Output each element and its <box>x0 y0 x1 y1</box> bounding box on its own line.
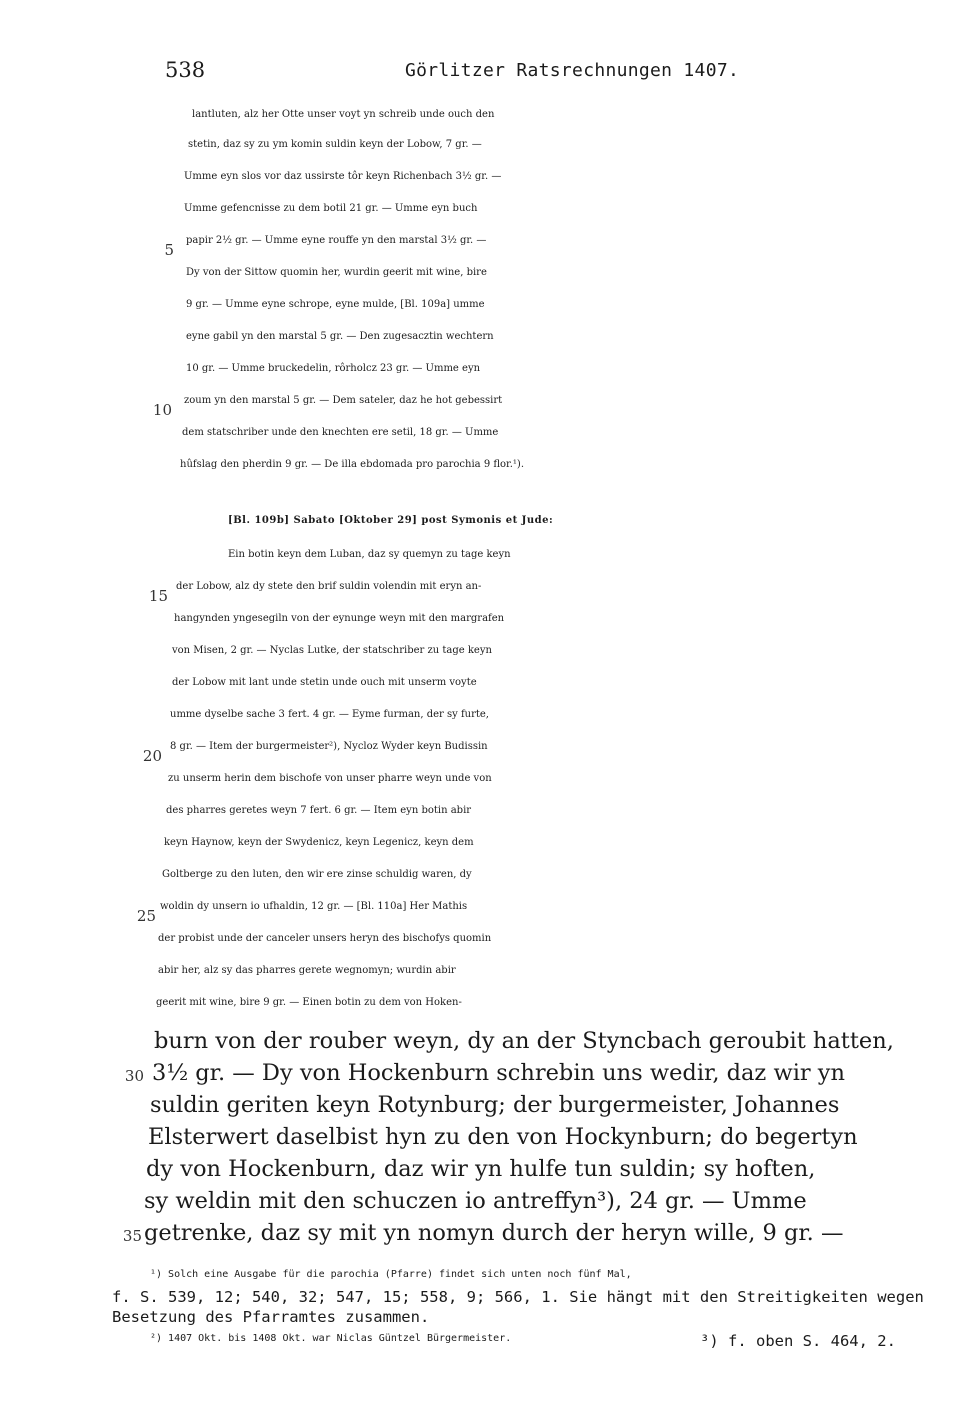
text-line: 3½ gr. — Dy von Hockenburn schrebin uns wedir, daz wir yn <box>152 1060 846 1086</box>
text-line: der Lobow, alz dy stete den brif suldin volendin mit eryn an- <box>176 581 482 592</box>
line-number: 35 <box>122 1227 142 1245</box>
text-line: zu unserm herin dem bischofe von unser pharre weyn unde von <box>168 773 492 784</box>
running-head: Görlitzer Ratsrechnungen 1407. <box>405 60 740 81</box>
text-line: hûfslag den pherdin 9 gr. — De illa ebdomada pro parochia 9 flor.¹). <box>180 459 524 470</box>
text-line: von Misen, 2 gr. — Nyclas Lutke, der statschriber zu tage keyn <box>172 645 492 656</box>
line-number: 30 <box>124 1067 144 1085</box>
text-line: Dy von der Sittow quomin her, wurdin geerit mit wine, bire <box>186 267 487 278</box>
line-number: 5 <box>164 241 174 259</box>
text-line: 9 gr. — Umme eyne schrope, eyne mulde, [Bl. 109a] umme <box>186 299 485 310</box>
text-line: dy von Hockenburn, daz wir yn hulfe tun suldin; sy hoften, <box>146 1156 816 1182</box>
text-line: Umme gefencnisse zu dem botil 21 gr. — Umme eyn buch <box>184 203 478 214</box>
text-line: abir her, alz sy das pharres gerete wegnomyn; wurdin abir <box>158 965 456 976</box>
text-line: sy weldin mit den schuczen io antreffyn³), 24 gr. — Umme <box>144 1188 807 1214</box>
text-line: burn von der rouber weyn, dy an der Styncbach geroubit hatten, <box>154 1028 894 1054</box>
text-line: woldin dy unsern io ufhaldin, 12 gr. — [Bl. 110a] Her Mathis <box>160 901 468 912</box>
line-number: 15 <box>148 587 168 605</box>
footnote-line: ¹) Solch eine Ausgabe für die parochia (Pfarre) findet sich unten noch fünf Mal, <box>150 1269 632 1280</box>
line-number: 10 <box>152 401 172 419</box>
text-line: Elsterwert daselbist hyn zu den von Hockynburn; do begertyn <box>148 1124 858 1150</box>
text-line: geerit mit wine, bire 9 gr. — Einen botin zu dem von Hoken- <box>156 997 462 1008</box>
text-line: hangynden yngesegiln von der eynunge weyn mit den margrafen <box>174 613 505 624</box>
text-line: Umme eyn slos vor daz ussirste tôr keyn Richenbach 3½ gr. — <box>184 171 502 182</box>
footnote-line: Besetzung des Pfarramtes zusammen. <box>112 1308 430 1326</box>
text-line: dem statschriber unde den knechten ere setil, 18 gr. — Umme <box>182 427 499 438</box>
text-line: 10 gr. — Umme bruckedelin, rôrholcz 23 gr. — Umme eyn <box>186 363 481 374</box>
text-line: des pharres geretes weyn 7 fert. 6 gr. — Item eyn botin abir <box>166 805 472 816</box>
footnote-line: f. S. 539, 12; 540, 32; 547, 15; 558, 9; 566, 1. Sie hängt mit den Streitigkeiten wegen <box>112 1288 924 1306</box>
text-line: keyn Haynow, keyn der Swydenicz, keyn Legenicz, keyn dem <box>164 837 474 848</box>
text-line: suldin geriten keyn Rotynburg; der burgermeister, Johannes <box>150 1092 840 1118</box>
footnote-line: ²) 1407 Okt. bis 1408 Okt. war Niclas Güntzel Bürgermeister. <box>150 1333 512 1344</box>
text-line: zoum yn den marstal 5 gr. — Dem sateler, daz he hot gebessirt <box>184 395 503 406</box>
text-line: papir 2½ gr. — Umme eyne rouffe yn den marstal 3½ gr. — <box>186 235 487 246</box>
text-line: Goltberge zu den luten, den wir ere zinse schuldig waren, dy <box>162 869 472 880</box>
text-line: eyne gabil yn den marstal 5 gr. — Den zugesacztin wechtern <box>186 331 494 342</box>
text-line: stetin, daz sy zu ym komin suldin keyn der Lobow, 7 gr. — <box>188 139 482 150</box>
text-line: getrenke, daz sy mit yn nomyn durch der heryn wille, 9 gr. — <box>144 1220 844 1246</box>
section-heading: [Bl. 109b] Sabato [Oktober 29] post Symonis et Jude: <box>228 515 554 526</box>
page-number: 538 <box>165 58 206 82</box>
line-number: 25 <box>136 907 156 925</box>
text-line: 8 gr. — Item der burgermeister²), Nycloz Wyder keyn Budissin <box>170 741 488 752</box>
text-line: der probist unde der canceler unsers heryn des bischofys quomin <box>158 933 492 944</box>
page-header <box>165 58 925 88</box>
text-line: umme dyselbe sache 3 fert. 4 gr. — Eyme furman, der sy furte, <box>170 709 489 720</box>
line-number: 20 <box>142 747 162 765</box>
footnote-line: ³) f. oben S. 464, 2. <box>700 1332 896 1350</box>
text-line: lantluten, alz her Otte unser voyt yn schreib unde ouch den <box>192 109 495 120</box>
text-line: Ein botin keyn dem Luban, daz sy quemyn zu tage keyn <box>228 549 511 560</box>
text-line: der Lobow mit lant unde stetin unde ouch mit unserm voyte <box>172 677 477 688</box>
